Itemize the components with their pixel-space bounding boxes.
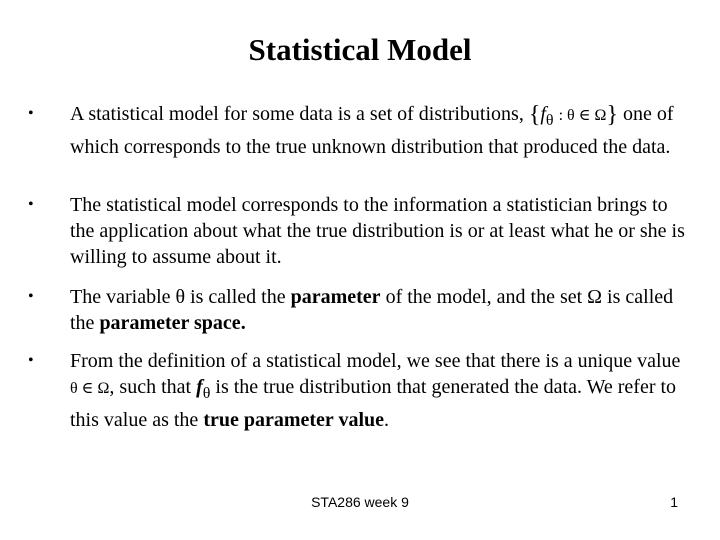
slide-title: Statistical Model	[248, 32, 472, 67]
bullet-3	[28, 284, 690, 336]
bullet-1	[28, 101, 690, 160]
bullet-3-text-a: The variable θ is called the	[70, 286, 291, 308]
bullet-2	[28, 192, 690, 270]
bullet-4	[28, 348, 690, 433]
bullet-3-bold-space: parameter space.	[99, 312, 246, 334]
page-number: 1	[670, 494, 678, 510]
bullet-3-bold-parameter: parameter	[290, 286, 381, 308]
bullet-3-text-b: of the model, and the set Ω is called the	[70, 286, 674, 334]
bullet-4-text-c: is the true distribution that generated the data. We refer to this value as the	[70, 376, 677, 431]
bullet-4-f: f	[196, 376, 203, 398]
bullet-4-bold: true parameter value	[203, 409, 384, 431]
bullet-dot: •	[28, 196, 34, 213]
bullet-1-text-a: A statistical model for some data is a set of distributions,	[70, 103, 524, 125]
math-brace-close: }	[606, 102, 618, 128]
bullet-4-end: .	[384, 409, 389, 431]
math-brace-open: {	[528, 102, 541, 128]
bullet-1-text-b: one of which corresponds to the true unknown distribution that produced the data.	[70, 103, 674, 158]
bullet-dot: •	[28, 105, 34, 122]
math-rest: : θ ∈ Ω	[558, 107, 607, 124]
math-sub: θ	[545, 112, 554, 129]
footer-course: STA286 week 9	[311, 494, 409, 510]
bullet-dot: •	[28, 352, 34, 369]
bullet-2-text: The statistical model corresponds to the information a statistician brings to the application about what the true distribution is or at least what he or she is willing to assume about it.	[70, 194, 685, 268]
bullet-4-math: θ ∈ Ω	[70, 380, 110, 397]
bullet-dot: •	[28, 288, 34, 305]
math-f: f	[540, 103, 546, 125]
bullet-4-text-a: From the definition of a statistical model, we see that there is a unique value	[70, 350, 681, 372]
bullet-4-sub: θ	[202, 385, 211, 402]
bullet-1-math	[528, 102, 623, 129]
bullet-4-text-b: , such that	[109, 376, 197, 398]
